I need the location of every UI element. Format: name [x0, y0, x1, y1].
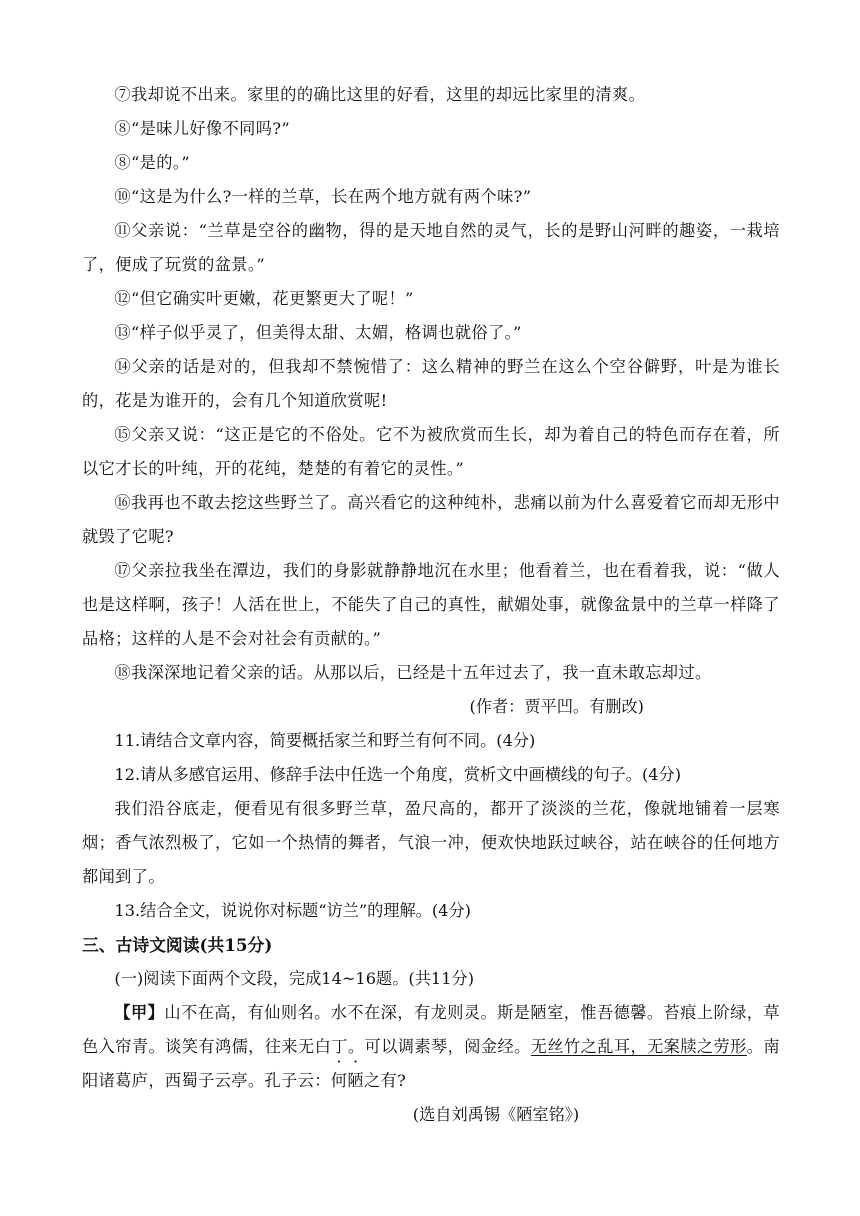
- paragraph-16: ⑯我再也不敢去挖这些野兰了。高兴看它的这种纯朴，悲痛以前为什么喜爱着它而却无形中就毁了它呢?: [82, 493, 780, 546]
- underlined-sentence: 无丝竹之乱耳，无案牍之劳形: [530, 1037, 747, 1056]
- paragraph-8: ⑧“是味儿好像不同吗?”: [114, 119, 291, 138]
- passage-jia-label: 【甲】: [114, 1003, 165, 1022]
- paragraph-12: ⑫“但它确实叶更嫩，花更繁更大了呢！”: [114, 289, 414, 308]
- passage-jia: [82, 996, 780, 1098]
- section-3-heading: 三、古诗文阅读(共15分): [82, 935, 273, 955]
- paragraph-10: ⑩“这是为什么?一样的兰草，长在两个地方就有两个味?”: [114, 187, 532, 206]
- document-page: [82, 78, 780, 1132]
- paragraph-17: ⑰父亲拉我坐在潭边，我们的身影就静静地沉在水里；他看着兰，也在看着我，说：“做人也是这样啊，孩子！人活在世上，不能失了自己的真性，献媚处事，就像盆景中的兰草一样降了品格；这样的人是不会对社会有贡献的。”: [82, 561, 780, 648]
- question-12-excerpt: 我们沿谷底走，便看见有很多野兰草，盈尺高的，都开了淡淡的兰花，像就地铺着一层寒烟；香气浓烈极了，它如一个热情的舞者，气浪一冲，便欢快地跃过峡谷，站在峡谷的任何地方都闻到了。: [82, 799, 780, 886]
- paragraph-13: ⑬“样子似乎灵了，但美得太甜、太媚，格调也就俗了。”: [114, 323, 522, 342]
- paragraph-7: ⑦我却说不出来。家里的的确比这里的好看，这里的却远比家里的清爽。: [114, 85, 646, 104]
- passage-jia-text-a: 山不在高，有仙则名。水不在深，有龙则灵。斯是陋室，惟吾德馨。苔痕上阶绿，草色入帘青。谈笑有鸿儒，往来无: [82, 1003, 780, 1056]
- paragraph-11: ⑪父亲说：“兰草是空谷的幽物，得的是天地自然的灵气，长的是野山河畔的趣姿，一栽培了，便成了玩赏的盆景。”: [82, 221, 780, 274]
- dotted-char-ding: 丁: [331, 1037, 348, 1056]
- passage-jia-text-b: 。可以调素琴，阅金经。: [347, 1037, 531, 1056]
- subsection-1-instruction: (一)阅读下面两个文段，完成14~16题。(共11分): [114, 969, 475, 988]
- question-13: 13.结合全文，说说你对标题“访兰”的理解。(4分): [114, 901, 471, 920]
- passage-jia-text-c: 。南阳诸葛庐，西蜀子云亭。孔子云：何陋之有?: [82, 1037, 780, 1090]
- author-attribution: (作者：贾平凹。有删改): [469, 697, 644, 716]
- paragraph-14: ⑭父亲的话是对的，但我却不禁惋惜了：这么精神的野兰在这么个空谷僻野，叶是为谁长的，花是为谁开的，会有几个知道欣赏呢!: [82, 357, 780, 410]
- dotted-char-bai: 白: [314, 1037, 332, 1056]
- paragraph-18: ⑱我深深地记着父亲的话。从那以后，已经是十五年过去了，我一直未敢忘却过。: [114, 663, 712, 682]
- question-11: 11.请结合文章内容，简要概括家兰和野兰有何不同。(4分): [114, 731, 536, 750]
- paragraph-9: ⑧“是的。”: [114, 153, 190, 172]
- passage-source: (选自刘禹锡《陋室铭》): [412, 1105, 580, 1124]
- paragraph-15: ⑮父亲又说：“这正是它的不俗处。它不为被欣赏而生长，却为着自己的特色而存在着，所以它才长的叶纯，开的花纯，楚楚的有着它的灵性。”: [82, 425, 780, 478]
- question-12: 12.请从多感官运用、修辞手法中任选一个角度，赏析文中画横线的句子。(4分): [114, 765, 682, 784]
